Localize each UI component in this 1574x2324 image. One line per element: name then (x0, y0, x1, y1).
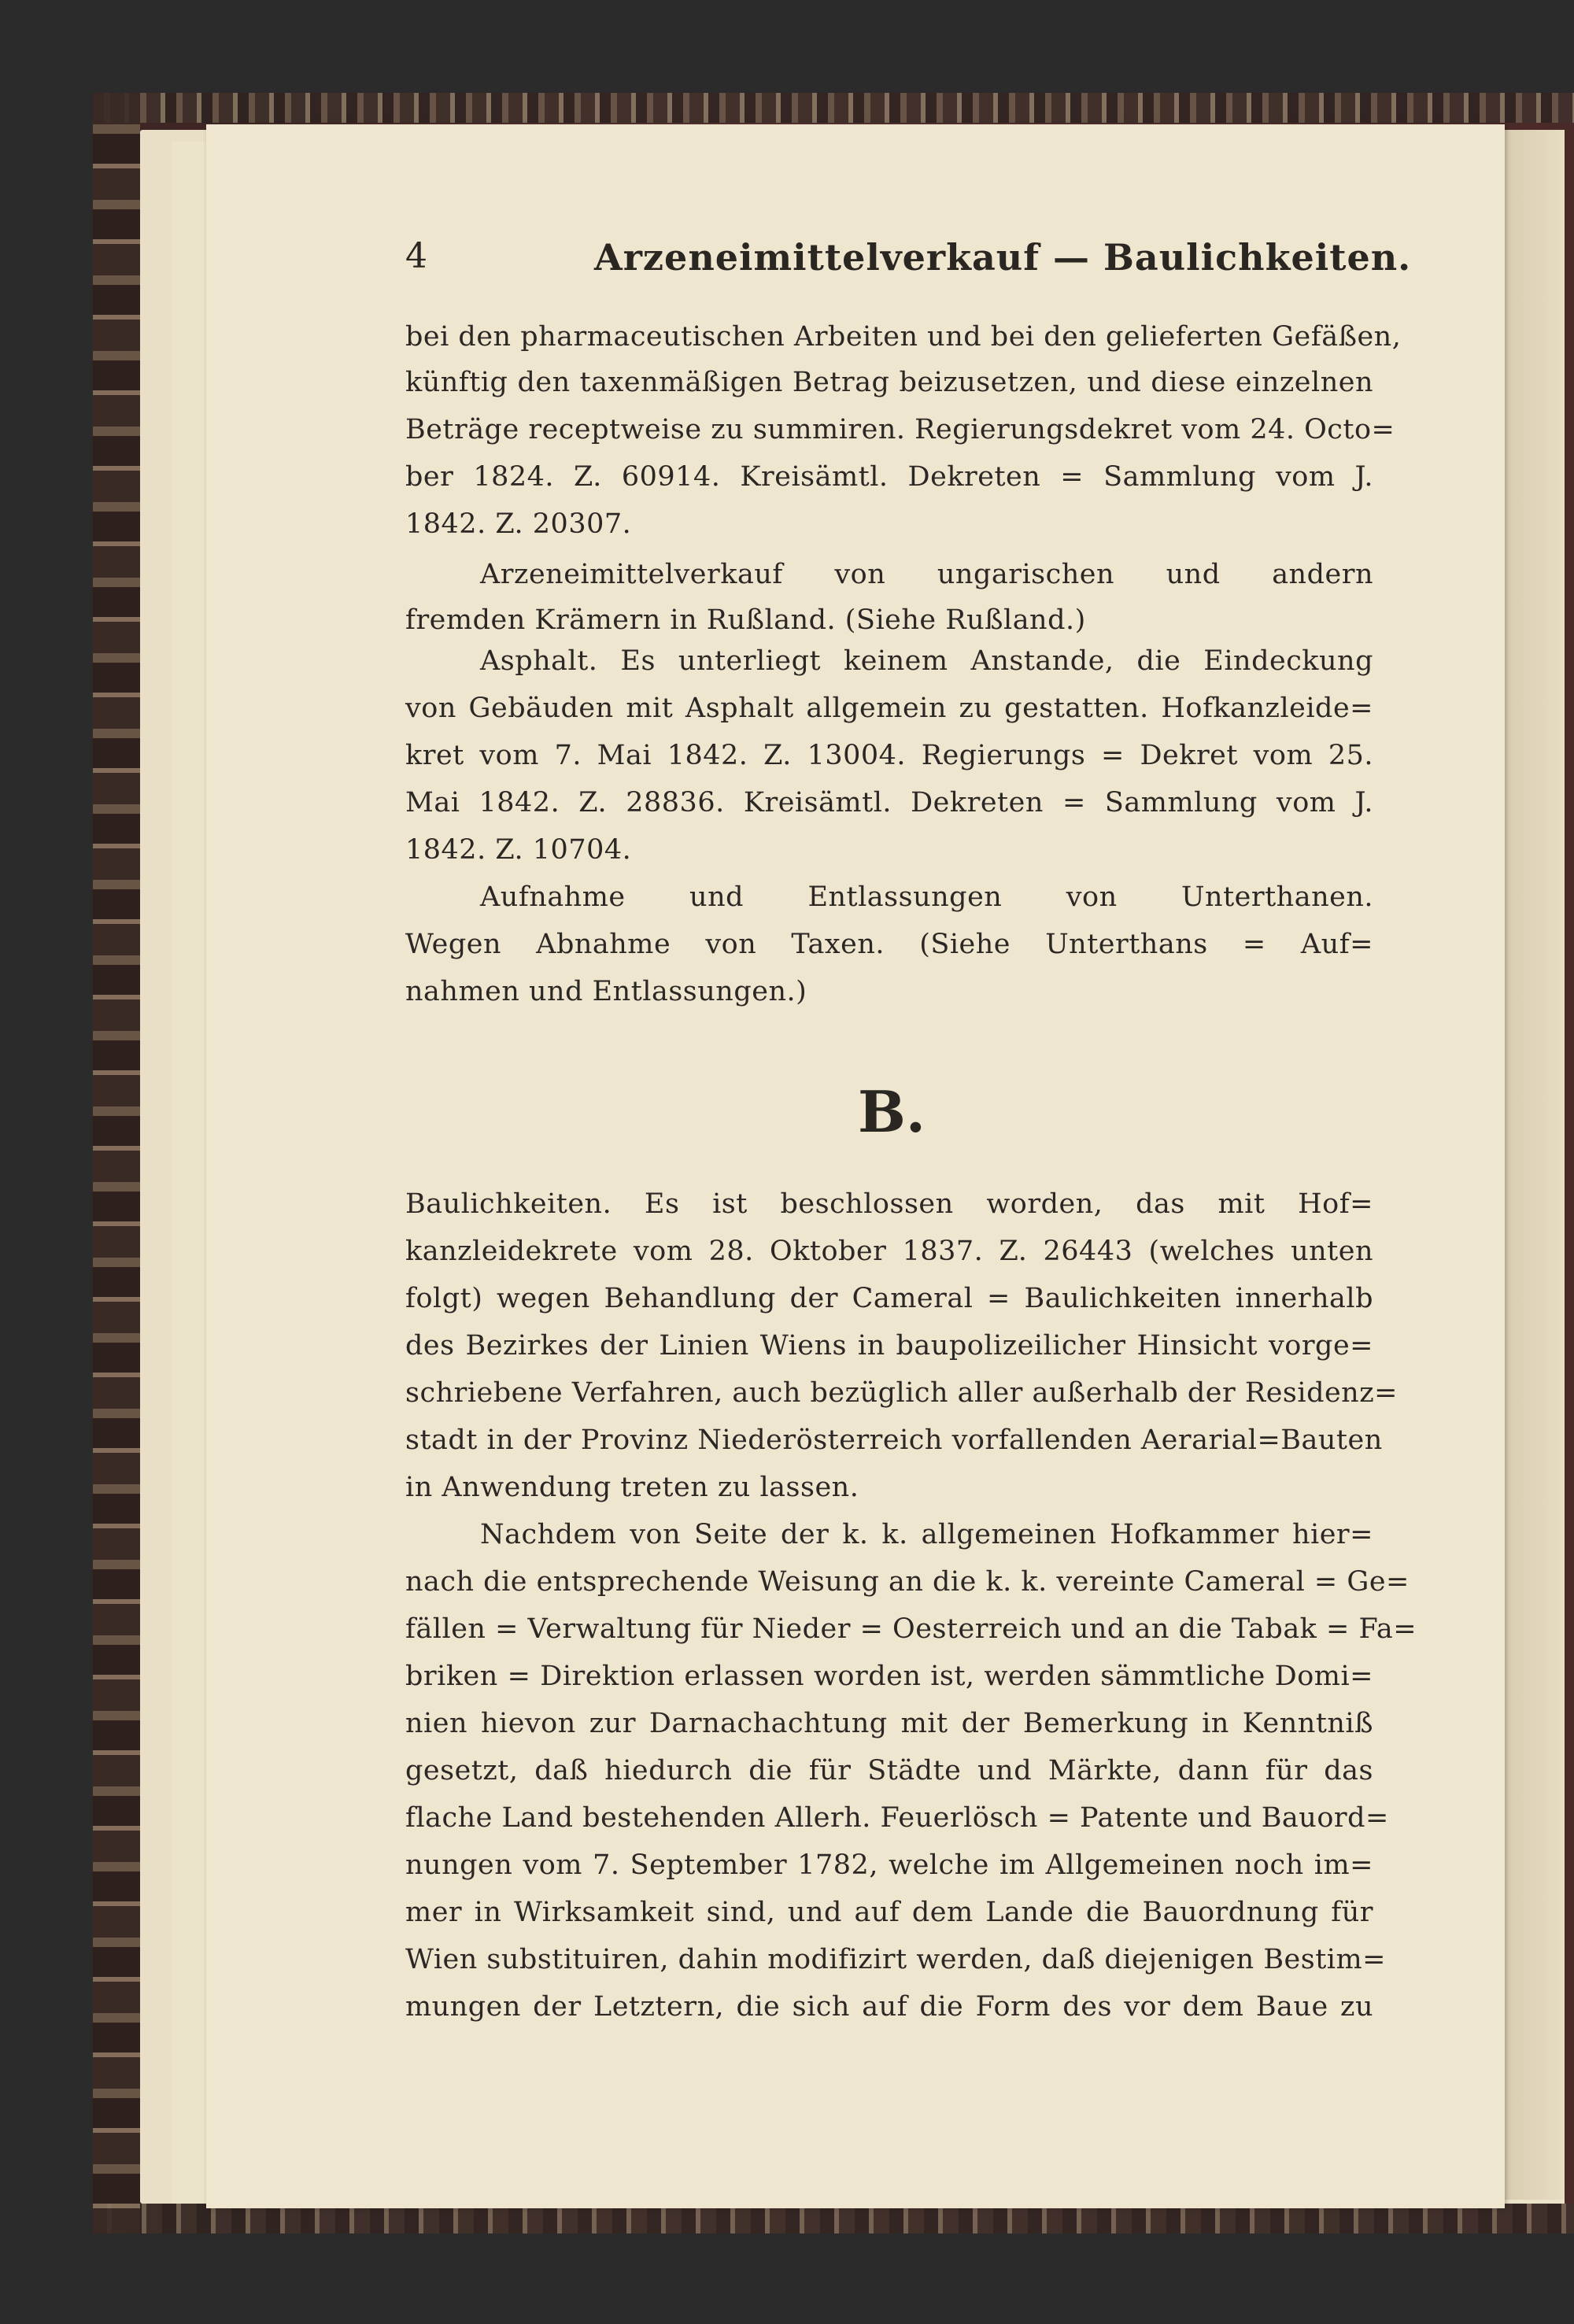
text-line: fällen = Verwaltung für Nieder = Oesterreich und an die Tabak = Fa= (405, 1613, 1417, 1645)
text-line: nien hievon zur Darnachachtung mit der Bemerkung in Kenntniß (405, 1708, 1373, 1739)
text-line: bei den pharmaceutischen Arbeiten und bei den gelieferten Gefäßen, (405, 321, 1402, 353)
text-line: flache Land bestehenden Allerh. Feuerlösch = Patente und Bauord= (405, 1802, 1389, 1834)
text-line: in Anwendung treten zu lassen. (405, 1472, 859, 1503)
text-line: nungen vom 7. September 1782, welche im Allgemeinen noch im= (405, 1849, 1373, 1881)
cover-marbled-edge-top (93, 93, 1574, 123)
text-line: Wien substituiren, dahin modifizirt werden, daß diejenigen Bestim= (405, 1944, 1386, 1975)
text-line: folgt) wegen Behandlung der Cameral = Baulichkeiten innerhalb (405, 1283, 1373, 1314)
text-line: des Bezirkes der Linien Wiens in baupolizeilicher Hinsicht vorge= (405, 1330, 1373, 1362)
text-line: 1842. Z. 20307. (405, 508, 632, 540)
text-line: Wegen Abnahme von Taxen. (Siehe Unterthans = Auf= (405, 929, 1373, 960)
text-line: 1842. Z. 10704. (405, 834, 632, 866)
text-line: mungen der Letztern, die sich auf die Form des vor dem Baue zu (405, 1991, 1373, 2023)
text-line: mer in Wirksamkeit sind, und auf dem Lande die Bauordnung für (405, 1897, 1373, 1928)
text-line: briken = Direktion erlassen worden ist, werden sämmtliche Domi= (405, 1661, 1373, 1692)
text-line: schriebene Verfahren, auch bezüglich aller außerhalb der Residenz= (405, 1377, 1398, 1409)
text-line: künftig den taxenmäßigen Betrag beizusetzen, und diese einzelnen (405, 367, 1373, 398)
section-letter: B. (858, 1078, 926, 1145)
text-line: Baulichkeiten. Es ist beschlossen worden, das mit Hof= (405, 1188, 1373, 1220)
page-edge-right (1502, 130, 1565, 2200)
text-line: Beträge receptweise zu summiren. Regierungsdekret vom 24. Octo= (405, 414, 1395, 445)
text-line: Mai 1842. Z. 28836. Kreisämtl. Dekreten = Sammlung vom J. (405, 787, 1373, 818)
running-head-title: Arzeneimittelverkauf — Baulichkeiten. (594, 236, 1412, 279)
page-number: 4 (405, 236, 427, 276)
text-line: ber 1824. Z. 60914. Kreisämtl. Dekreten = Sammlung vom J. (405, 461, 1373, 493)
text-line: kret vom 7. Mai 1842. Z. 13004. Regierungs = Dekret vom 25. (405, 740, 1373, 771)
running-head (405, 236, 1460, 299)
text-line: fremden Krämern in Rußland. (Siehe Rußland.) (405, 604, 1086, 636)
text-line: gesetzt, daß hiedurch die für Städte und Märkte, dann für das (405, 1755, 1373, 1786)
text-line: von Gebäuden mit Asphalt allgemein zu gestatten. Hofkanzleide= (405, 693, 1373, 724)
text-line: Nachdem von Seite der k. k. allgemeinen Hofkammer hier= (480, 1519, 1373, 1550)
text-line: Aufnahme und Entlassungen von Unterthanen. (480, 881, 1373, 913)
text-line: nahmen und Entlassungen.) (405, 976, 807, 1007)
text-line: stadt in der Provinz Niederösterreich vorfallenden Aerarial=Bauten (405, 1424, 1383, 1456)
text-line: Asphalt. Es unterliegt keinem Anstande, die Eindeckung (480, 645, 1373, 677)
text-line: nach die entsprechende Weisung an die k. k. vereinte Cameral = Ge= (405, 1566, 1410, 1598)
text-line: Arzeneimittelverkauf von ungarischen und andern (480, 559, 1373, 590)
cover-marbled-edge-left (93, 93, 140, 2233)
text-line: kanzleidekrete vom 28. Oktober 1837. Z. 26443 (welches unten (405, 1236, 1373, 1267)
